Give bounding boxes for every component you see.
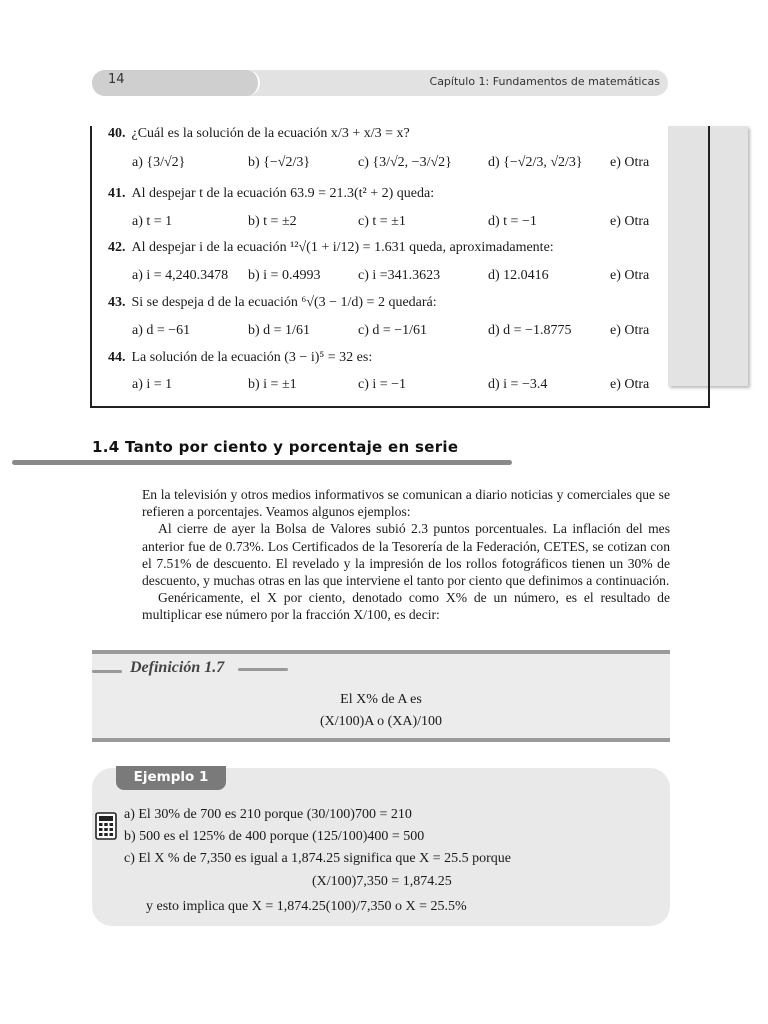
option-b: b) {−√2/3}: [248, 155, 311, 170]
option-c: c) t = ±1: [358, 214, 406, 229]
exercise-text: Si se despeja d de la ecuación ⁶√(3 − 1/d) = 2 quedará:: [131, 295, 437, 310]
section-rule: [12, 460, 512, 465]
option-d: d) {−√2/3, √2/3}: [488, 155, 583, 170]
example-conclusion: y esto implica que X = 1,874.25(100)/7,350 o X = 25.5%: [146, 899, 467, 914]
example-formula: (X/100)7,350 = 1,874.25: [312, 874, 452, 889]
page-number: 14: [108, 72, 125, 87]
exercise-question: [108, 240, 554, 256]
option-d: d) t = −1: [488, 214, 537, 229]
option-d: d) i = −3.4: [488, 377, 548, 392]
option-b: b) i = 0.4993: [248, 268, 321, 283]
exercise-number: 42.: [108, 240, 126, 255]
exercise-question: [108, 295, 437, 311]
option-a: a) {3/√2}: [132, 155, 186, 170]
option-e: e) Otra: [610, 268, 650, 283]
definition-label: Definición 1.7: [130, 659, 225, 676]
chapter-title: Capítulo 1: Fundamentos de matemáticas: [429, 75, 660, 88]
example-item: c) El X % de 7,350 es igual a 1,874.25 significa que X = 25.5 porque: [124, 851, 511, 866]
option-b: b) i = ±1: [248, 377, 297, 392]
exercise-question: [108, 186, 434, 202]
calculator-icon: [95, 812, 117, 840]
exercise-text: Al despejar i de la ecuación ¹²√(1 + i/12) = 1.631 queda, aproximadamente:: [131, 240, 554, 255]
exercise-number: 43.: [108, 295, 126, 310]
exercise-text: Al despejar t de la ecuación 63.9 = 21.3(t² + 2) queda:: [131, 186, 435, 201]
option-a: a) i = 1: [132, 377, 173, 392]
exercise-question: [108, 350, 372, 366]
option-b: b) d = 1/61: [248, 323, 310, 338]
paragraph: Genéricamente, el X por ciento, denotado como X% de un número, es el resultado de multiplicar ese número por la fracción X/100, es decir:: [142, 590, 670, 623]
example-item: b) 500 es el 125% de 400 porque (125/100)400 = 500: [124, 829, 425, 844]
option-a: a) d = −61: [132, 323, 191, 338]
exercise-number: 44.: [108, 350, 126, 365]
option-a: a) t = 1: [132, 214, 173, 229]
paragraph: Al cierre de ayer la Bolsa de Valores subió 2.3 puntos porcentuales. La inflación del mes anterior fue de 0.73%. Los Certificados de la Tesorería de la Federación, CETES, se cotizan con el 7.51% de descuento. El revelado y la impresión de los rollos fotográficos tienen un 30% de descuento, y muchas otras en las que interviene el tanto por ciento que definimos a continuación.: [142, 521, 670, 589]
option-d: d) 12.0416: [488, 268, 549, 283]
definition-formula: (X/100)A o (XA)/100: [319, 714, 443, 729]
section-body: [142, 486, 670, 624]
option-c: c) i =341.3623: [358, 268, 441, 283]
example-item: a) El 30% de 700 es 210 porque (30/100)700 = 210: [124, 807, 412, 822]
option-c: c) {3/√2, −3/√2}: [358, 155, 452, 170]
option-c: c) i = −1: [358, 377, 407, 392]
option-e: e) Otra: [610, 377, 650, 392]
exercise-text: ¿Cuál es la solución de la ecuación x/3 + x/3 = x?: [131, 126, 410, 141]
example-label: Ejemplo 1: [133, 769, 209, 785]
option-c: c) d = −1/61: [358, 323, 428, 338]
exercise-text: La solución de la ecuación (3 − i)⁵ = 32 es:: [131, 350, 373, 365]
exercise-number: 40.: [108, 126, 126, 141]
option-a: a) i = 4,240.3478: [132, 268, 229, 283]
option-e: e) Otra: [610, 155, 650, 170]
exercise-number: 41.: [108, 186, 126, 201]
option-b: b) t = ±2: [248, 214, 297, 229]
option-d: d) d = −1.8775: [488, 323, 572, 338]
option-e: e) Otra: [610, 323, 650, 338]
definition-rule: [238, 668, 288, 671]
section-title: 1.4 Tanto por ciento y porcentaje en serie: [92, 438, 459, 456]
option-e: e) Otra: [610, 214, 650, 229]
definition-line: El X% de A es: [340, 692, 422, 707]
paragraph: En la televisión y otros medios informativos se comunican a diario noticias y comerciales que se refieren a porcentajes. Veamos algunos ejemplos:: [142, 487, 670, 520]
exercise-question: [108, 126, 410, 142]
definition-rule: [92, 670, 122, 673]
